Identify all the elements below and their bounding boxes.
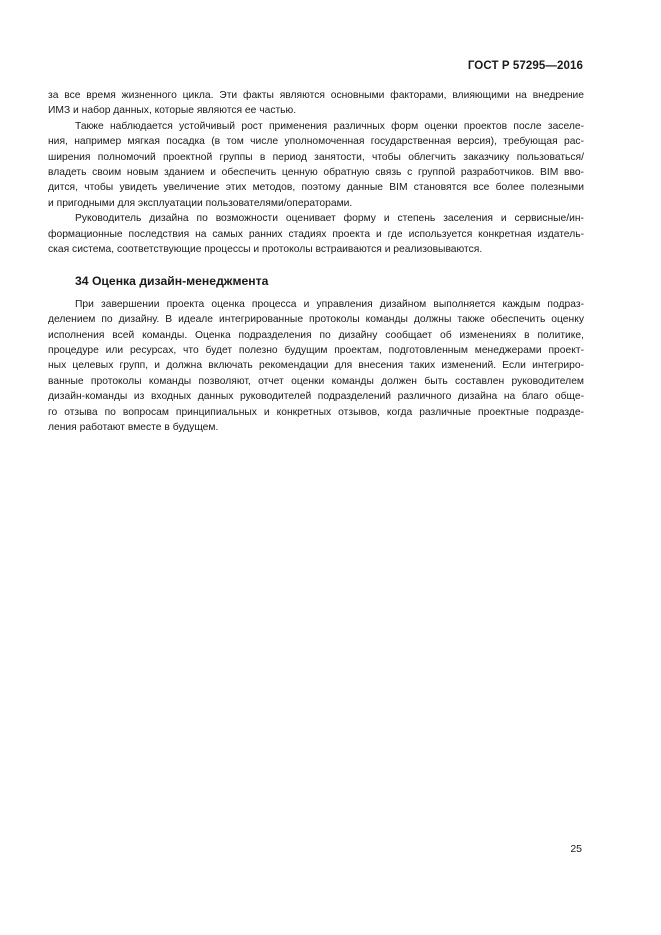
text-line: го отзыва по вопросам принципиальных и конкретных отзывов, когда различные проектные подразде- [48,406,584,418]
text-line: ская система, соответствующие процессы и протоколы встраиваются и реализовываются. [48,243,483,255]
text-line: ИМЗ и набор данных, которые являются ее частью. [48,105,297,117]
text-line: При завершении проекта оценка процесса и управления дизайном выполняется каждым подраз- [75,298,584,310]
paragraph-2 [48,119,584,211]
text-line: ных целевых групп, и должна включать рекомендации для внесения таких изменений. Если интегриро- [48,360,584,372]
paragraph-1 [48,88,584,119]
text-line: формационные последствия на самых ранних стадиях проекта и где используется конкретная издатель- [48,228,584,240]
text-line: ления работают вместе в будущем. [48,422,219,434]
text-line: и пригодными для эксплуатации пользователями/операторами. [48,197,353,209]
text-line: ванные протоколы команды позволяют, отчет оценки команды должен быть составлен руководителем [48,375,584,387]
document-standard-number: ГОСТ Р 57295—2016 [467,60,583,72]
page-number: 25 [570,843,582,855]
spacer [48,257,584,273]
section-paragraph [48,297,584,436]
paragraph-3 [48,211,584,257]
text-line: делением по дизайну. В идеале интегрированные протоколы команды должны также обеспечить оценку [48,314,584,326]
text-line: за все время жизненного цикла. Эти факты являются основными факторами, влияющими на внедрение [48,90,584,101]
text-line: ния, например мягкая посадка (в том числе уполномоченная государственная версия), требующая рас- [48,136,584,148]
text-line: процедуре или ресурсах, что будет полезно будущим проектам, подготовленным менеджерами проект- [48,345,584,357]
text-line: исполнения всей команды. Оценка подразделения по дизайну сообщает об изменениях в политике, [48,329,584,341]
text-line: дится, чтобы увидеть увеличение этих методов, поэтому данные BIM становятся все более полезными [48,182,584,194]
page-body [48,88,584,435]
text-line: ширения полномочий проектной группы в период занятости, чтобы облегчить заказчику пользоваться/ [48,151,584,163]
text-line: дизайн-команды из входных данных руководителей подразделений различного дизайна на благо обще- [48,391,584,403]
section-heading: 34 Оценка дизайн-менеджмента [75,273,269,288]
text-line: владеть своим новым зданием и обеспечить ценную обратную связь с группой разработчиков. BIM вво- [48,166,584,178]
text-line: Также наблюдается устойчивый рост применения различных форм оценки проектов после заселе- [75,120,584,132]
text-line: Руководитель дизайна по возможности оценивает форму и степень заселения и сервисные/ин- [75,213,584,225]
